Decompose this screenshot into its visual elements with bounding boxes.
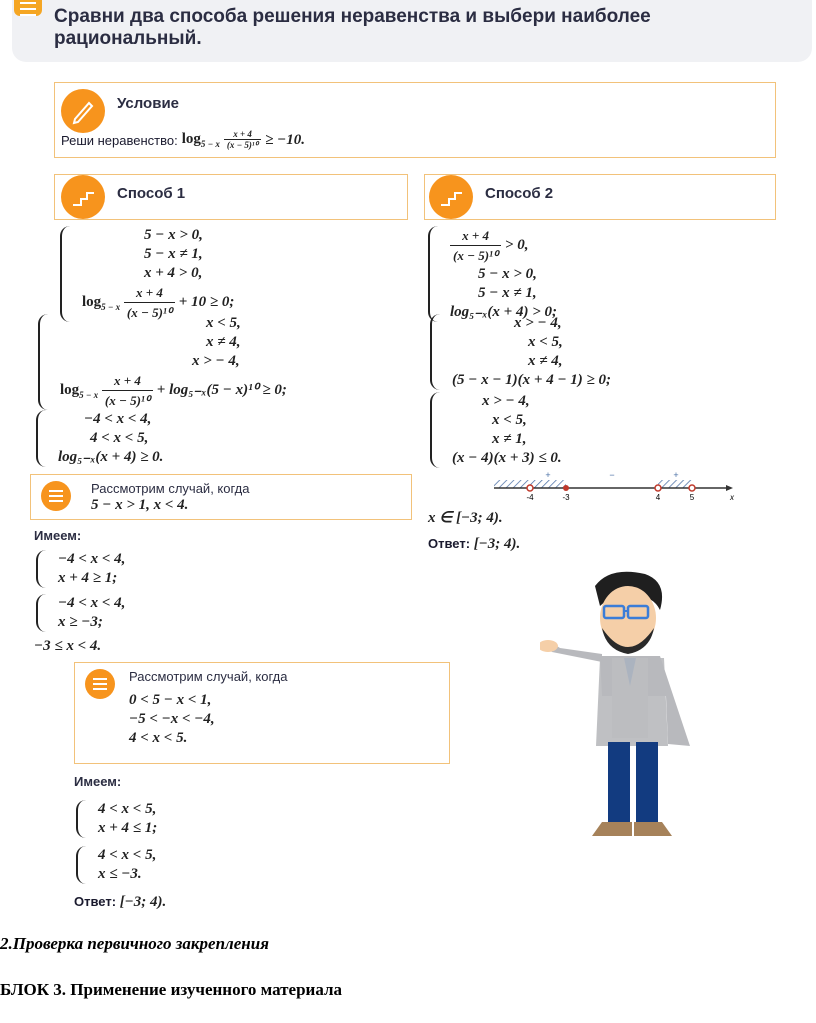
task-icon	[14, 0, 42, 16]
method1-header	[54, 174, 408, 220]
m2-solution: x ∈ [−3; 4).	[428, 510, 503, 526]
checklist-icon	[41, 481, 71, 511]
m2-answer: Ответ: [−3; 4).	[428, 536, 521, 552]
case2-label: Рассмотрим случай, когда	[129, 669, 288, 684]
m1-system-1: 5 − x > 0, 5 − x ≠ 1, x + 4 > 0, $\log_{5 - x}$ $\frac{x + 4}{\text{(x − 5)¹⁰}}$ + 10 ≥ 0;	[60, 226, 234, 322]
task-header	[12, 0, 812, 62]
pencil-icon	[61, 89, 105, 133]
task-title: Сравни два способа решения неравенства и выбери наиболее рациональный.	[54, 6, 651, 49]
stairs-icon	[61, 175, 105, 219]
case1-formula: 5 − x > 1, x < 4.	[91, 497, 189, 513]
svg-text:5: 5	[689, 493, 695, 502]
m1-result: −3 ≤ x < 4.	[34, 638, 102, 654]
svg-text:4: 4	[655, 493, 661, 502]
case1-label: Рассмотрим случай, когда	[91, 481, 250, 496]
m1-system-7: 4 < x < 5, x ≤ −3.	[76, 846, 156, 884]
have2-label: Имеем:	[74, 774, 122, 789]
m2-system-1: $\frac{x + 4}{\text{(x − 5)¹⁰}}$ > 0, 5 − x > 0, 5 − x ≠ 1, log₅₋ₓ(x + 4) > 0;	[428, 226, 557, 322]
condition-prefix: Реши неравенство:	[61, 132, 178, 148]
svg-text:+: +	[673, 470, 679, 480]
method2-title: Способ 2	[485, 185, 554, 202]
m1-system-3: −4 < x < 4, 4 < x < 5, log₅₋ₓ(x + 4) ≥ 0.	[36, 410, 163, 467]
stairs-icon	[429, 175, 473, 219]
method2-header	[424, 174, 776, 220]
method1-title: Способ 1	[117, 185, 186, 202]
condition-formula: Реши неравенство: $\log_{5 - x}$ $\frac{x + 4}{\text{(x − 5)¹⁰}}$ ≥ −10.	[61, 129, 305, 150]
m1-system-4: −4 < x < 4, x + 4 ≥ 1;	[36, 550, 125, 588]
svg-text:x: x	[730, 493, 734, 502]
condition-title: Условие	[117, 95, 180, 112]
case2-card: Рассмотрим случай, когда 0 < 5 − x < 1, −5 < −x < −4, 4 < x < 5.	[74, 662, 450, 764]
svg-text:-4: -4	[526, 493, 534, 502]
case1-card	[30, 474, 412, 520]
m1-system-5: −4 < x < 4, x ≥ −3;	[36, 594, 125, 632]
block-3-heading: БЛОК 3. Применение изученного материала	[0, 980, 343, 999]
section-2-heading: 2.Проверка первичного закрепления	[0, 934, 269, 953]
svg-text:−: −	[609, 470, 615, 480]
m1-system-2: x < 5, x ≠ 4, x > − 4, $\log_{5 - x}$ $\frac{x + 4}{\text{(x − 5)¹⁰}}$ + log₅₋ₓ(5 − x)¹⁰ ≥ 0;	[38, 314, 287, 410]
m2-system-3: x > − 4, x < 5, x ≠ 1, (x − 4)(x + 3) ≤ 0.	[430, 392, 562, 468]
m1-answer: Ответ: [−3; 4).	[74, 894, 167, 910]
condition-card	[54, 82, 776, 158]
svg-text:+: +	[545, 470, 551, 480]
number-line	[490, 468, 740, 504]
svg-text:-3: -3	[562, 493, 570, 502]
m1-system-6: 4 < x < 5, x + 4 ≤ 1;	[76, 800, 157, 838]
teacher-illustration	[540, 566, 740, 842]
have1-label: Имеем:	[34, 528, 82, 543]
checklist-icon	[85, 669, 115, 699]
m2-system-2: x > − 4, x < 5, x ≠ 4, (5 − x − 1)(x + 4 − 1) ≥ 0;	[430, 314, 611, 390]
